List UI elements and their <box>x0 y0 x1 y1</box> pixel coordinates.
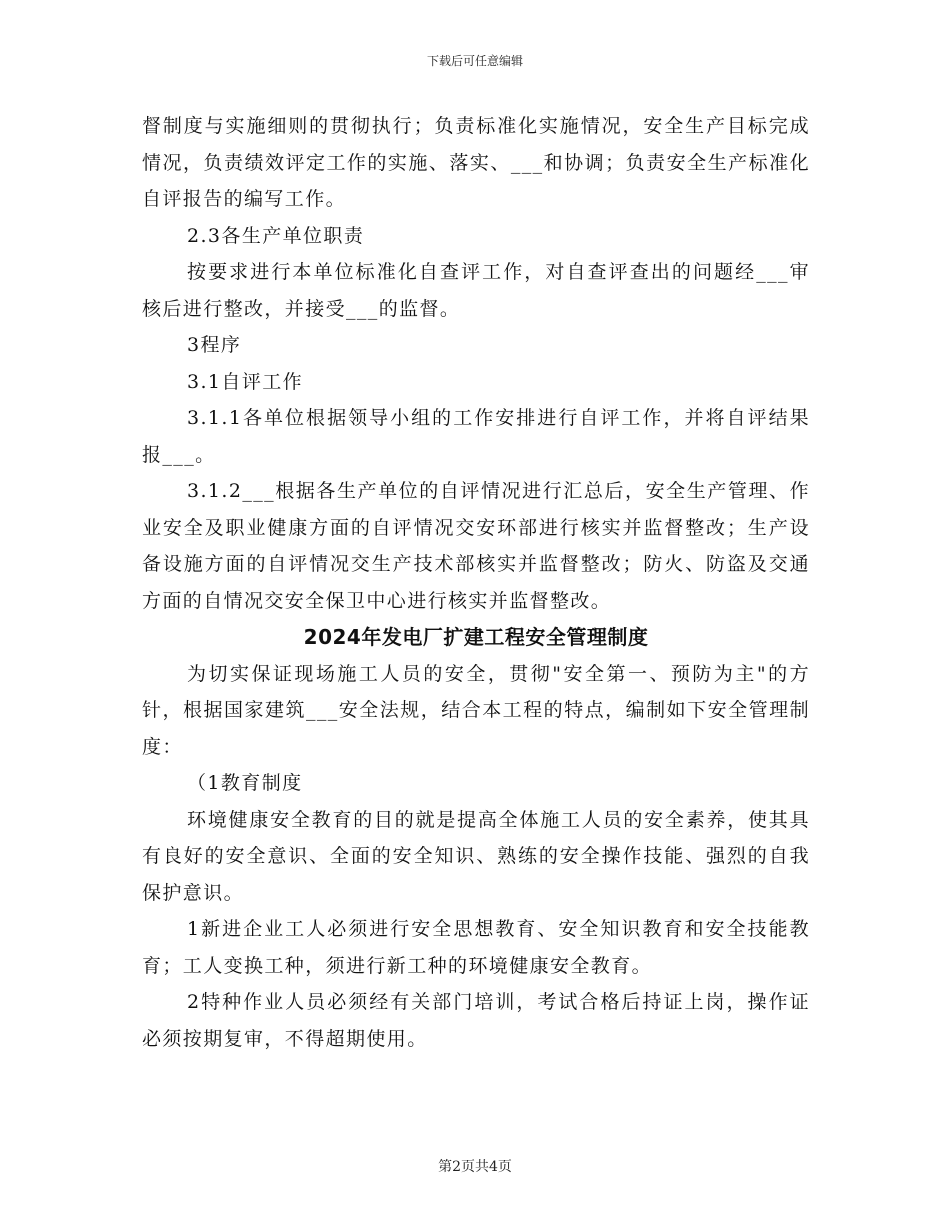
paragraph-intro: 为切实保证现场施工人员的安全，贯彻"安全第一、预防为主"的方针，根据国家建筑___安全法规，结合本工程的特点，编制如下安全管理制度： <box>142 662 810 758</box>
paragraph-item-1: 1新进企业工人必须进行安全思想教育、安全知识教育和安全技能教育；工人变换工种，须进行新工种的环境健康安全教育。 <box>142 918 810 977</box>
document-title: 2024年发电厂扩建工程安全管理制度 <box>303 625 649 649</box>
page-header-note: 下载后可任意编辑 <box>426 54 523 68</box>
section-heading-education: （1教育制度 <box>187 772 303 794</box>
paragraph-3-1-1: 3.1.1各单位根据领导小组的工作安排进行自评工作，并将自评结果报___。 <box>142 407 810 466</box>
document-body <box>142 108 810 1057</box>
section-heading-3: 3程序 <box>187 334 242 356</box>
paragraph-item-2: 2特种作业人员必须经有关部门培训，考试合格后持证上岗，操作证必须按期复审，不得超期使用。 <box>142 991 810 1050</box>
paragraph-education-purpose: 环境健康安全教育的目的就是提高全体施工人员的安全素养，使其具有良好的安全意识、全面的安全知识、熟练的安全操作技能、强烈的自我保护意识。 <box>142 808 810 904</box>
paragraph-3-1-2: 3.1.2___根据各生产单位的自评情况进行汇总后，安全生产管理、作业安全及职业健康方面的自评情况交安环部进行核实并监督整改；生产设备设施方面的自评情况交生产技术部核实并监督整改；防火、防盗及交通方面的自情况交安全保卫中心进行核实并监督整改。 <box>142 480 810 612</box>
page-number: 第2页共4页 <box>438 1159 512 1175</box>
paragraph-duties-continued: 督制度与实施细则的贯彻执行；负责标准化实施情况，安全生产目标完成情况，负责绩效评定工作的实施、落实、___和协调；负责安全生产标准化自评报告的编写工作。 <box>142 115 810 210</box>
section-heading-3-1: 3.1自评工作 <box>187 370 304 393</box>
section-heading-2-3: 2.3各生产单位职责 <box>187 224 365 247</box>
paragraph-unit-duties: 按要求进行本单位标准化自查评工作，对自查评查出的问题经___审核后进行整改，并接受___的监督。 <box>142 261 810 320</box>
